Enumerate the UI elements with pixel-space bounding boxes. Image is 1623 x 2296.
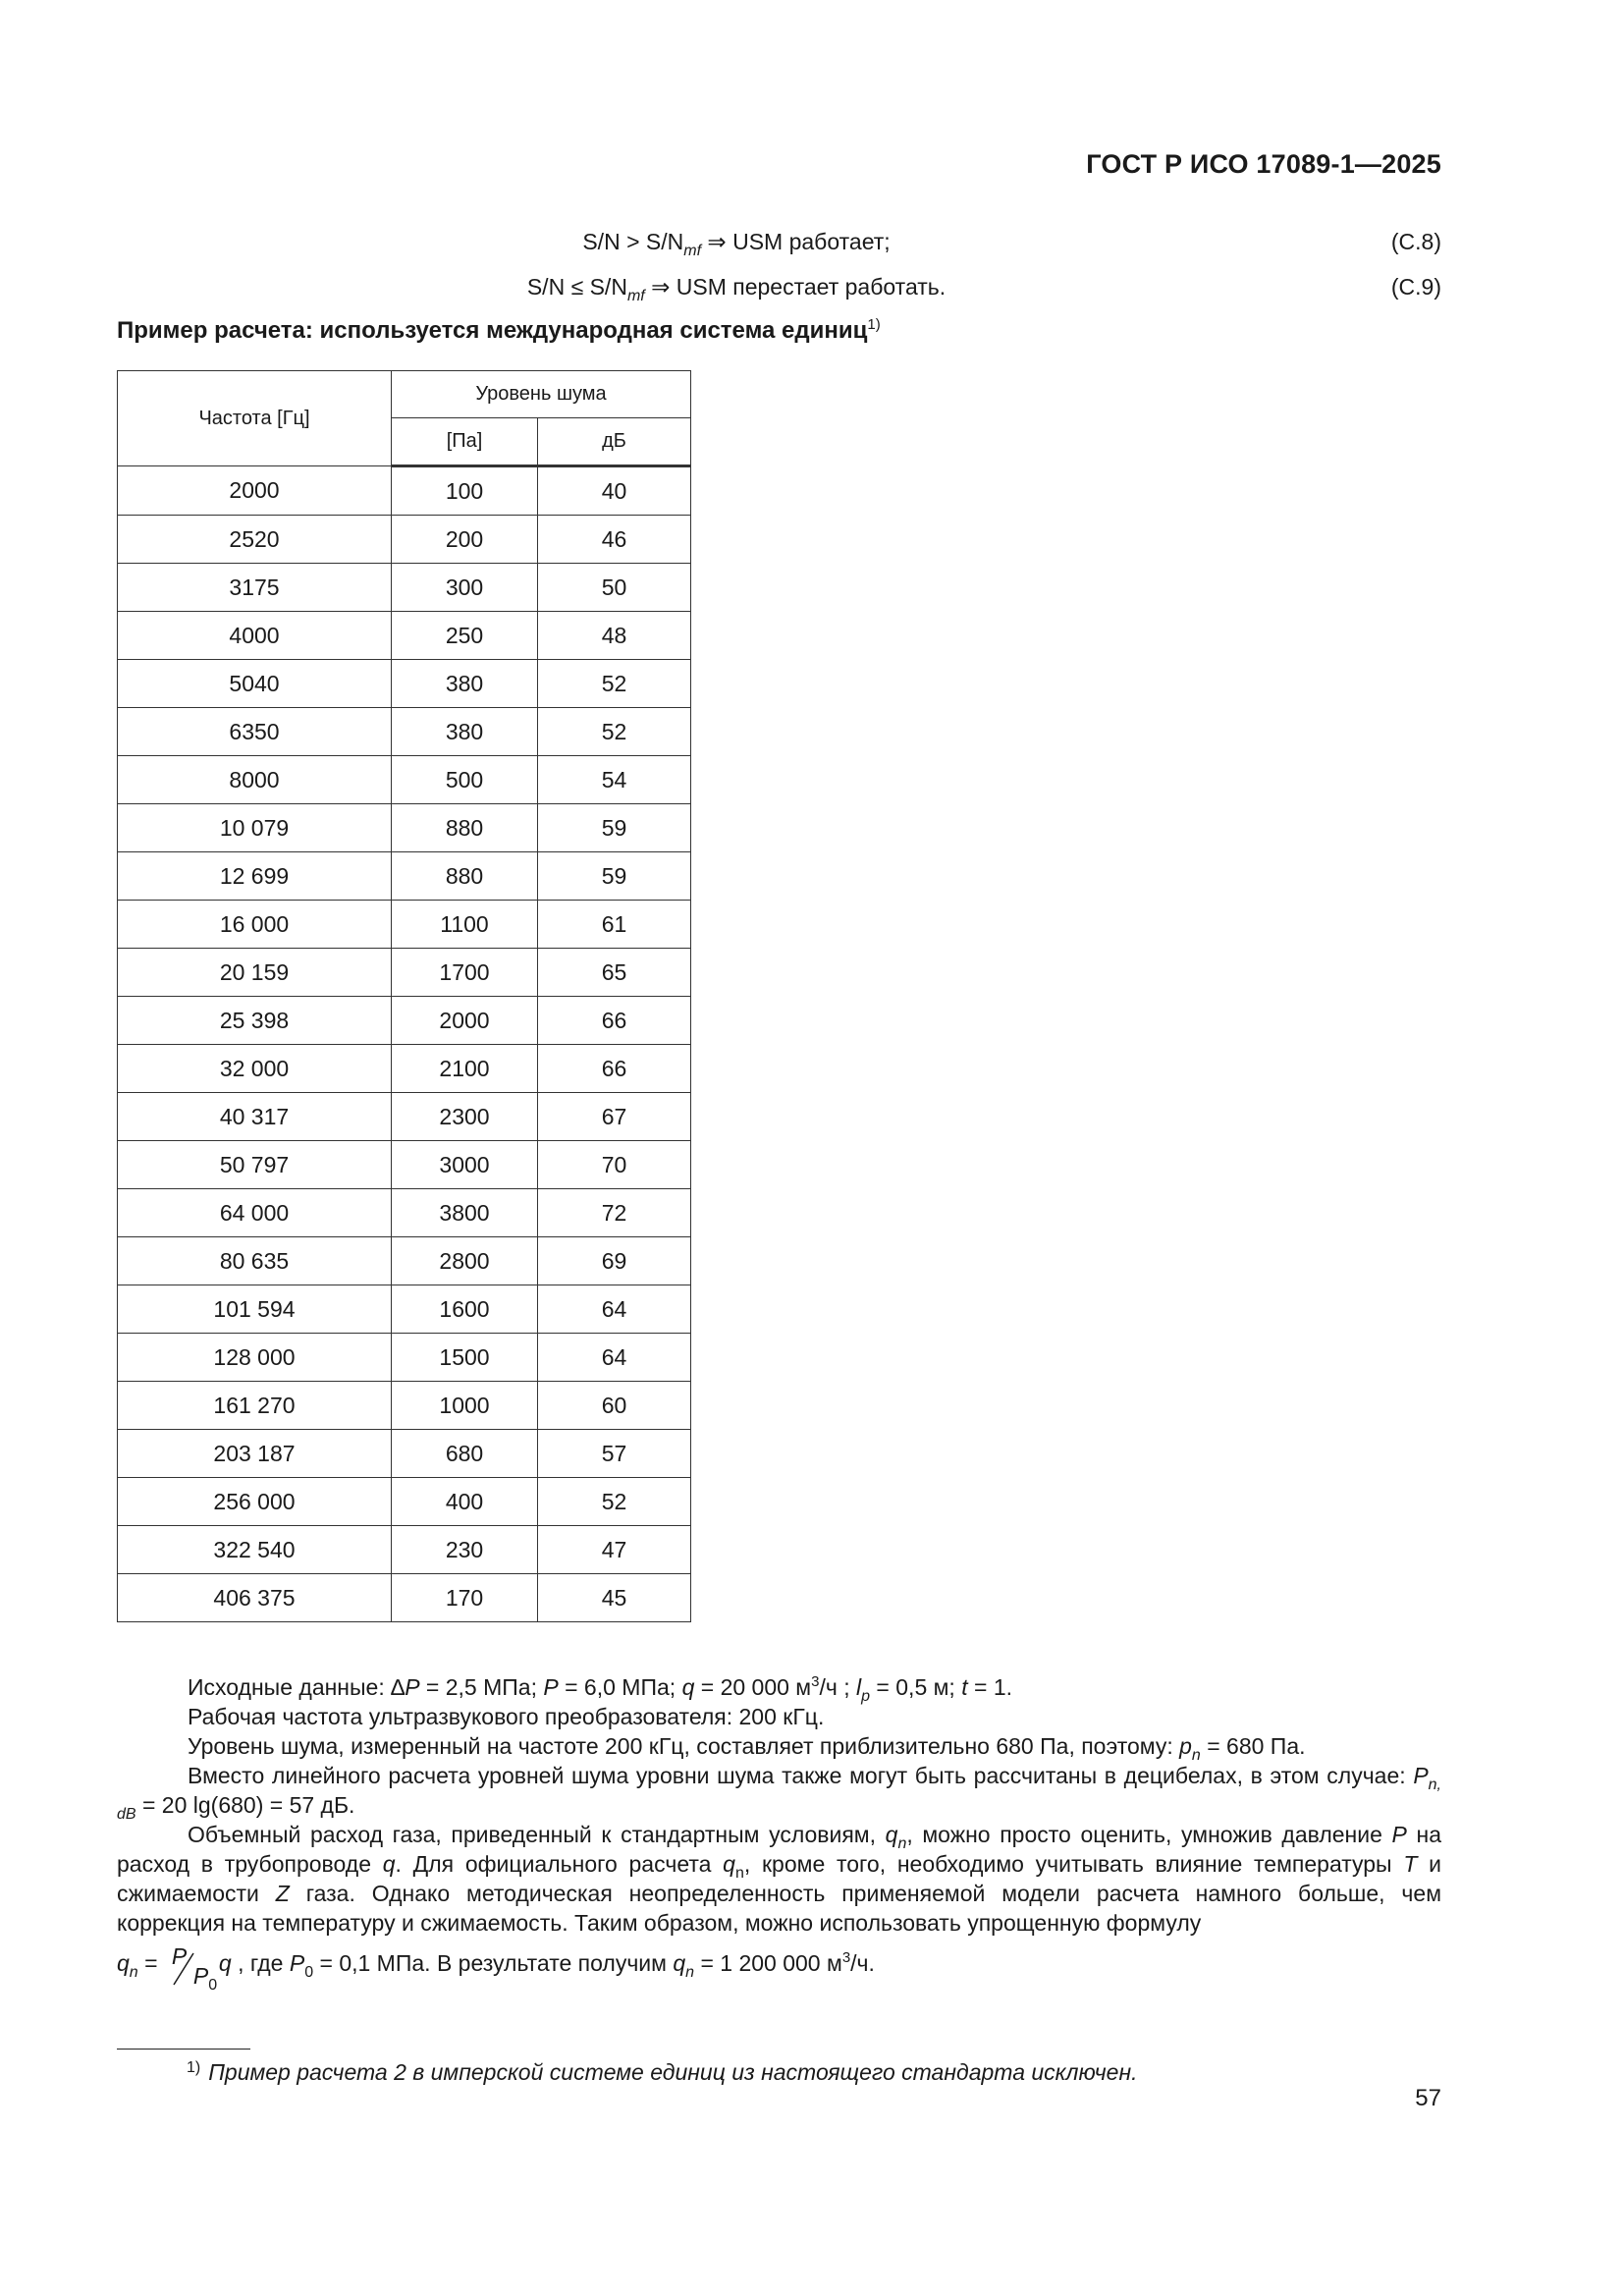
cell-frequency: 128 000 — [118, 1334, 392, 1382]
cell-frequency: 40 317 — [118, 1093, 392, 1141]
cell-pa: 300 — [392, 564, 538, 612]
cell-db: 69 — [538, 1237, 691, 1285]
table-row — [118, 997, 691, 1045]
cell-pa: 230 — [392, 1526, 538, 1574]
cell-db: 50 — [538, 564, 691, 612]
cell-pa: 380 — [392, 708, 538, 756]
table-row — [118, 949, 691, 997]
cell-pa: 1100 — [392, 901, 538, 949]
cell-pa: 250 — [392, 612, 538, 660]
cell-db: 66 — [538, 1045, 691, 1093]
cell-pa: 1700 — [392, 949, 538, 997]
paragraph-noise-level: Уровень шума, измеренный на частоте 200 кГц, составляет приблизительно 680 Па, поэтому: $p_n = 680$ Па. — [188, 1733, 1306, 1764]
table-row — [118, 516, 691, 564]
cell-frequency: 2520 — [118, 516, 392, 564]
cell-pa: 3800 — [392, 1189, 538, 1237]
cell-db: 47 — [538, 1526, 691, 1574]
standard-designation: ГОСТ Р ИСО 17089-1—2025 — [1086, 149, 1441, 179]
cell-pa: 2800 — [392, 1237, 538, 1285]
table-row — [118, 852, 691, 901]
formula-number: (C.9) — [1390, 274, 1441, 300]
cell-frequency: 64 000 — [118, 1189, 392, 1237]
formula-number: (C.8) — [1390, 229, 1441, 254]
cell-db: 52 — [538, 708, 691, 756]
noise-level-table — [117, 370, 691, 1622]
cell-pa: 170 — [392, 1574, 538, 1622]
cell-frequency: 4000 — [118, 612, 392, 660]
cell-frequency: 32 000 — [118, 1045, 392, 1093]
cell-frequency: 2000 — [118, 466, 392, 516]
header-frequency: Частота [Гц] — [118, 371, 392, 466]
cell-pa: 2100 — [392, 1045, 538, 1093]
cell-db: 52 — [538, 1478, 691, 1526]
cell-pa: 3000 — [392, 1141, 538, 1189]
table-row — [118, 708, 691, 756]
cell-frequency: 20 159 — [118, 949, 392, 997]
table-row — [118, 1237, 691, 1285]
cell-pa: 880 — [392, 852, 538, 901]
cell-pa: 200 — [392, 516, 538, 564]
cell-frequency: 16 000 — [118, 901, 392, 949]
table-row — [118, 466, 691, 516]
footnote-divider — [117, 2049, 250, 2050]
cell-db: 59 — [538, 804, 691, 852]
table-row — [118, 804, 691, 852]
cell-db: 52 — [538, 660, 691, 708]
cell-db: 45 — [538, 1574, 691, 1622]
table-row — [118, 1382, 691, 1430]
page-number: 57 — [1415, 2085, 1441, 2111]
table-row — [118, 1141, 691, 1189]
cell-db: 48 — [538, 612, 691, 660]
paragraph-frequency: Рабочая частота ультразвукового преобразователя: 200 кГц. — [188, 1704, 825, 1729]
body-text — [117, 1672, 1442, 1994]
cell-db: 60 — [538, 1382, 691, 1430]
cell-db: 61 — [538, 901, 691, 949]
table-row — [118, 1526, 691, 1574]
table-row — [118, 901, 691, 949]
table-row — [118, 1285, 691, 1334]
cell-db: 57 — [538, 1430, 691, 1478]
cell-db: 67 — [538, 1093, 691, 1141]
footnote-mark: 1) — [187, 2059, 201, 2076]
table-row — [118, 1334, 691, 1382]
paragraph-input-data: Исходные данные: ∆P = 2,5 МПа; P = 6,0 МПа; q = 20 000 $м^3/ч$ ; $l_p = 0,5$ м; t = 1. — [188, 1673, 1013, 1705]
cell-frequency: 12 699 — [118, 852, 392, 901]
cell-db: 64 — [538, 1334, 691, 1382]
cell-db: 72 — [538, 1189, 691, 1237]
table-row — [118, 1045, 691, 1093]
cell-frequency: 5040 — [118, 660, 392, 708]
footnote — [187, 2059, 1138, 2086]
cell-pa: 500 — [392, 756, 538, 804]
cell-frequency: 6350 — [118, 708, 392, 756]
table-row — [118, 756, 691, 804]
cell-frequency: 25 398 — [118, 997, 392, 1045]
cell-pa: 1600 — [392, 1285, 538, 1334]
header-pa: [Па] — [392, 418, 538, 466]
table-row — [118, 1093, 691, 1141]
cell-db: 64 — [538, 1285, 691, 1334]
fraction-p-over-p0: P $P_0$ — [164, 1945, 219, 1989]
cell-frequency: 10 079 — [118, 804, 392, 852]
paragraph-flow-rate: Объемный расход газа, приведенный к стандартным условиям, $q_n$, можно просто оценить, умножив давление P на расход в трубопроводе q. Для официального расчета $q_n$, кроме того, необходимо учитывать влияние температуры T и сжимаемости Z газа. Однако методическая неопределенность применяемой модели расчета намного больше, чем коррекция на температуру и сжимаемость. Таким образом, можно использовать упрощенную формулу — [117, 1822, 1442, 1936]
header-db: дБ — [538, 418, 691, 466]
cell-pa: 1500 — [392, 1334, 538, 1382]
cell-frequency: 256 000 — [118, 1478, 392, 1526]
cell-frequency: 8000 — [118, 756, 392, 804]
table-row — [118, 1478, 691, 1526]
cell-frequency: 406 375 — [118, 1574, 392, 1622]
table-row — [118, 660, 691, 708]
cell-db: 40 — [538, 466, 691, 516]
header-noise-level: Уровень шума — [392, 371, 691, 418]
cell-pa: 100 — [392, 466, 538, 516]
cell-pa: 2300 — [392, 1093, 538, 1141]
table-row — [118, 564, 691, 612]
cell-pa: 880 — [392, 804, 538, 852]
table-row — [118, 1430, 691, 1478]
table-caption: Пример расчета: используется международная система единиц$^{1)}$ — [117, 316, 881, 344]
cell-pa: 680 — [392, 1430, 538, 1478]
cell-db: 54 — [538, 756, 691, 804]
paragraph-formula: $q_n$ = P $P_0$ q , где $P_0 = 0,1$ МПа. В результате получим $q_n = 1$ 200 000 $м^3/ч$. — [117, 1943, 875, 1994]
paragraph-decibels: Вместо линейного расчета уровней шума уровни шума также могут быть рассчитаны в децибелах, в этом случае: $P_{n, dB} = 20$ lg(680) = 57 дБ. — [117, 1763, 1441, 1823]
table-row — [118, 1574, 691, 1622]
cell-frequency: 3175 — [118, 564, 392, 612]
cell-frequency: 322 540 — [118, 1526, 392, 1574]
cell-frequency: 101 594 — [118, 1285, 392, 1334]
cell-db: 65 — [538, 949, 691, 997]
cell-pa: 400 — [392, 1478, 538, 1526]
cell-pa: 380 — [392, 660, 538, 708]
cell-frequency: 203 187 — [118, 1430, 392, 1478]
cell-db: 59 — [538, 852, 691, 901]
cell-db: 70 — [538, 1141, 691, 1189]
cell-pa: 2000 — [392, 997, 538, 1045]
cell-frequency: 80 635 — [118, 1237, 392, 1285]
cell-frequency: 161 270 — [118, 1382, 392, 1430]
table-row — [118, 612, 691, 660]
cell-db: 46 — [538, 516, 691, 564]
footnote-text: Пример расчета 2 в имперской системе единиц из настоящего стандарта исключен. — [208, 2059, 1138, 2085]
cell-frequency: 50 797 — [118, 1141, 392, 1189]
cell-db: 66 — [538, 997, 691, 1045]
cell-pa: 1000 — [392, 1382, 538, 1430]
table-row — [118, 1189, 691, 1237]
